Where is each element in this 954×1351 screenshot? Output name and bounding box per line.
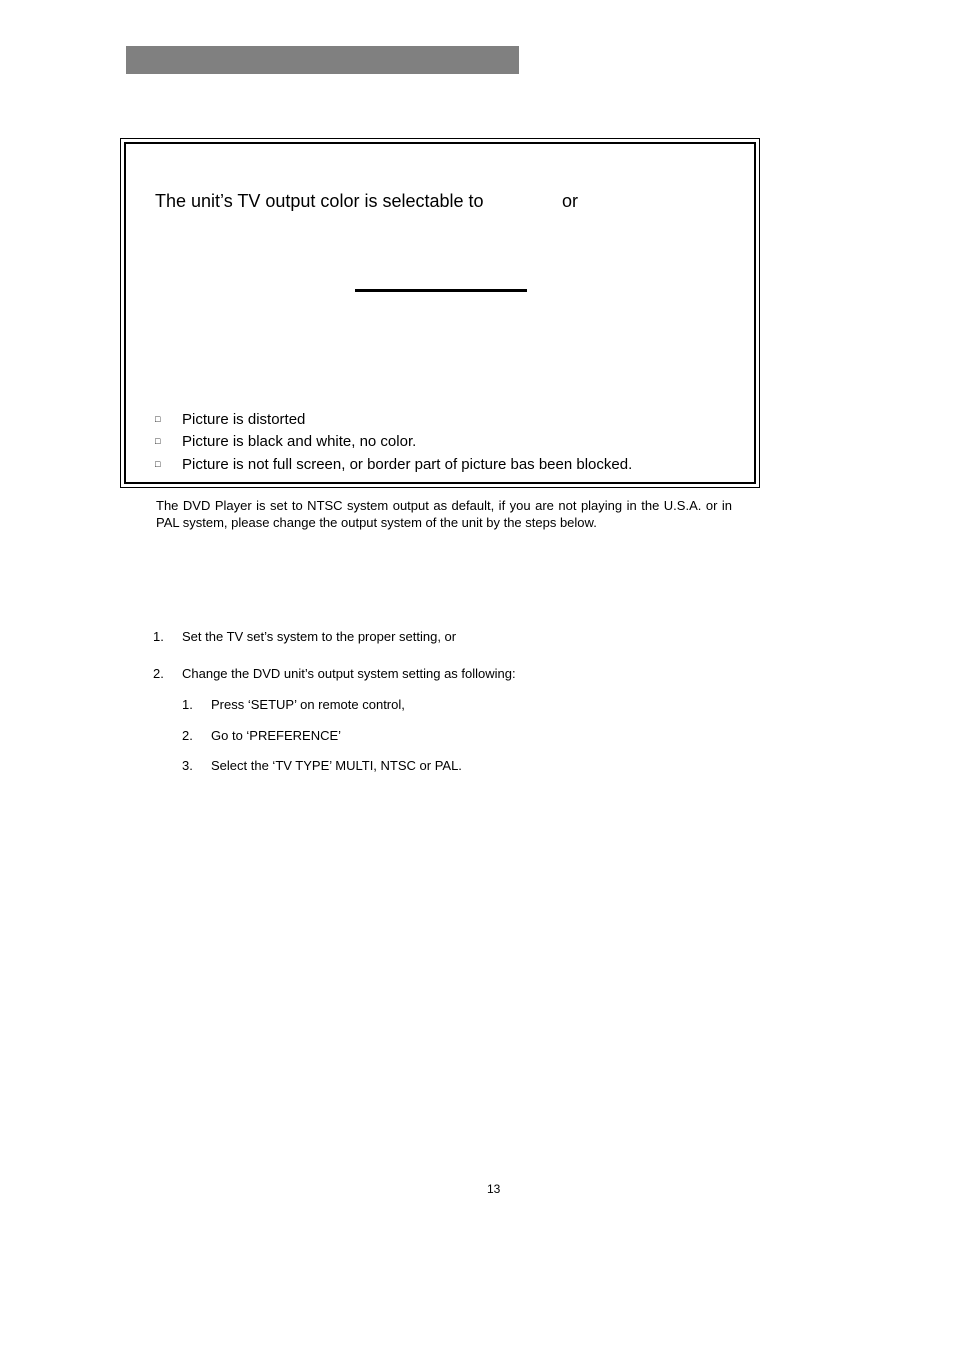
step-item [153, 665, 516, 682]
underline-rule [355, 289, 527, 292]
substep-text: Select the ‘TV TYPE’ MULTI, NTSC or PAL. [211, 758, 462, 773]
substep-number: 3. [182, 758, 193, 773]
checkbox-bullet-icon: □ [155, 436, 161, 447]
step-text: Change the DVD unit’s output system setting as following: [182, 666, 516, 681]
intro-text: The unit’s TV output color is selectable to [155, 191, 484, 211]
symptom-item [155, 410, 305, 430]
symptom-text: Picture is not full screen, or border part of picture bas been blocked. [182, 456, 633, 473]
symptom-text: Picture is black and white, no color. [182, 433, 417, 450]
step-text: Set the TV set’s system to the proper setting, or [182, 629, 457, 644]
substep-item [182, 757, 462, 774]
intro-or: or [562, 191, 579, 211]
symptom-item [155, 455, 632, 475]
substep-item [182, 696, 405, 713]
symptom-text: Picture is distorted [182, 411, 306, 428]
symptom-item [155, 432, 416, 452]
substep-number: 1. [182, 697, 193, 712]
section-header-bar [126, 46, 519, 74]
step-number: 1. [153, 629, 164, 644]
default-system-note: The DVD Player is set to NTSC system output as default, if you are not playing in the U.S.A. or in PAL system, please change the output system of the unit by the steps below. [156, 498, 732, 530]
substep-text: Press ‘SETUP’ on remote control, [211, 697, 405, 712]
step-number: 2. [153, 666, 164, 681]
checkbox-bullet-icon: □ [155, 459, 161, 470]
substep-number: 2. [182, 728, 193, 743]
step-item [153, 628, 456, 645]
checkbox-bullet-icon: □ [155, 414, 161, 425]
substep-item [182, 727, 341, 744]
substep-text: Go to ‘PREFERENCE’ [211, 728, 342, 743]
page-number: 13 [487, 1182, 501, 1196]
